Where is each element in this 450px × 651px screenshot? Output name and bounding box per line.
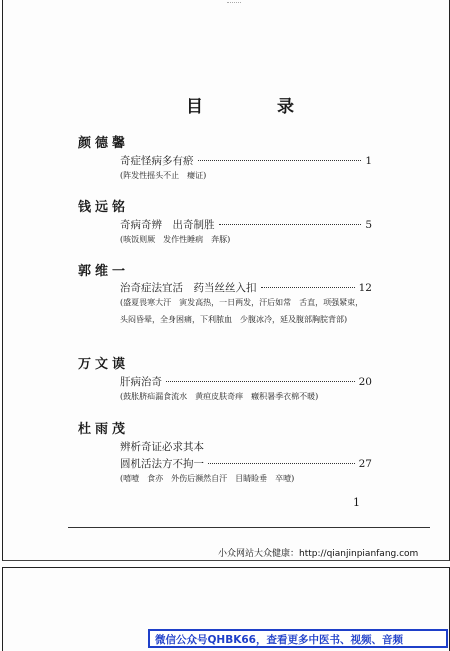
toc-entry-subtitle: (阵发性摇头不止 瘿证): [120, 171, 207, 180]
author-name: 杜雨茂: [78, 422, 130, 437]
footer-website[interactable]: 小众网站大众健康：http://qianjinpianfang.com: [218, 549, 419, 559]
toc-entry-subtitle: (鼓胀脐疝漏食流水 黄疸皮肤奇痒 癥积暑季衣棉不暖): [120, 392, 319, 401]
page-title: 目 录: [186, 97, 328, 117]
toc-entry-page: 5: [365, 219, 372, 231]
toc-entry-page: 1: [365, 155, 372, 167]
toc-entry-subtitle: (咳饭则厥 发作性睡病 奔豚): [120, 235, 231, 244]
toc-entry-page: 27: [358, 458, 372, 470]
toc-entry-title: 奇症怪病多有瘀: [120, 155, 194, 167]
footer-divider: [68, 527, 430, 528]
watermark-banner: 微信公众号QHBK66，查看更多中医书、视频、音频: [148, 629, 448, 648]
toc-entry[interactable]: [120, 439, 372, 454]
leader-dots: [261, 287, 355, 288]
toc-entry-title: 治奇症法宜活 药当丝丝入扣: [120, 282, 257, 294]
toc-entry-title: 圆机活法方不拘一: [120, 458, 204, 470]
toc-entry-title: 肝病治奇: [120, 376, 162, 388]
leader-dots: [219, 224, 362, 225]
page-number: 1: [353, 496, 360, 509]
author-name: 颜德馨: [78, 136, 130, 151]
toc-entry-page: 12: [358, 282, 372, 294]
toc-entry[interactable]: [120, 456, 372, 471]
leader-dots: [208, 463, 355, 464]
toc-entry-title: 辨析奇证必求其本: [120, 441, 204, 453]
toc-entry-subtitle: (嘻噎 食亦 外伤后濒然自汗 目睛睑垂 卒噎): [120, 474, 295, 483]
toc-entry[interactable]: [120, 217, 372, 232]
toc-entry[interactable]: [120, 153, 372, 168]
toc-entry-page: 20: [358, 376, 372, 388]
leader-dots: [166, 381, 355, 382]
toc-entry-subtitle: (盛夏畏寒大汗 寅发高热，一日两发，汗后如常 舌直，项强紧束，头闷昏晕，全身困痛，下利脓血 少腹冰冷，延及腹部胸脘背部): [120, 298, 364, 324]
author-name: 钱远铭: [78, 200, 130, 215]
toc-entry[interactable]: [120, 280, 372, 295]
toc-entry[interactable]: [120, 374, 372, 389]
leader-dots: [198, 160, 362, 161]
author-name: 万文谟: [78, 357, 130, 372]
scan-mark: [227, 2, 241, 3]
author-name: 郭维一: [78, 264, 130, 279]
toc-entry-title: 奇病奇辨 出奇制胜: [120, 219, 215, 231]
